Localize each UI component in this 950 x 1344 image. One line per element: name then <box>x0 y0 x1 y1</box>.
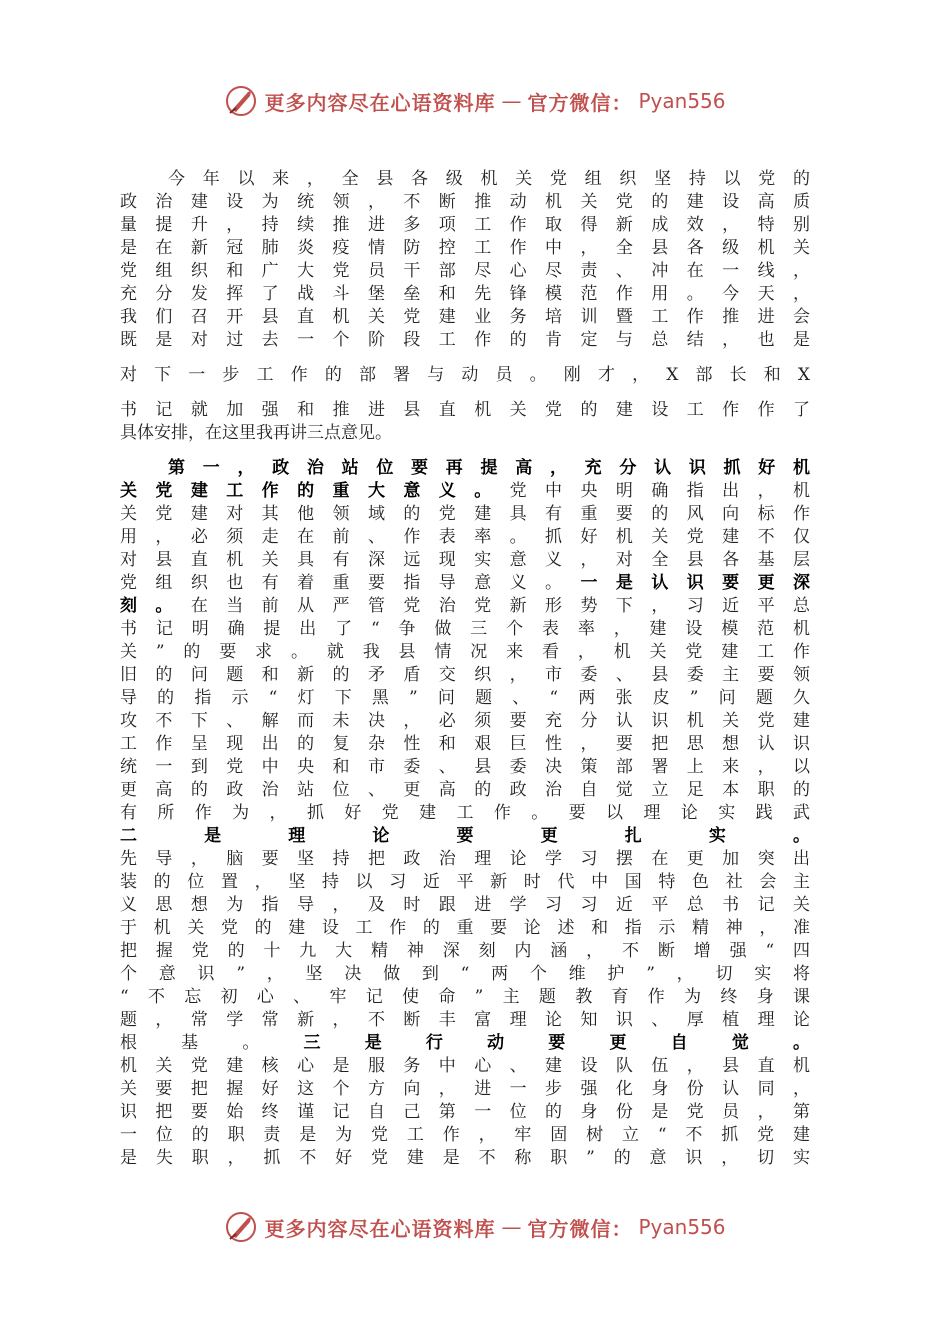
text-line: 党组织和广大党员干部尽心尽责、冲在一线， <box>120 261 810 281</box>
text-line: 是失职，抓不好党建是不称职”的意识，切实 <box>120 1148 810 1168</box>
text-line: “不忘初心、牢记使命”主题教育作为终身课 <box>120 987 810 1007</box>
text-line <box>120 595 810 618</box>
text-line: 对县直机关具有深远现实意义，对全县各基层 <box>120 550 810 570</box>
text-line <box>120 1032 810 1055</box>
text-line: 统一到党中央和市委、县委决策部署上来，以 <box>120 757 810 777</box>
text-line: 于机关党的建设工作的重要论述和指示精神，准 <box>120 918 810 938</box>
text-line: 用，必须走在前、作表率。抓好机关党建不仅 <box>120 527 810 547</box>
text-line <box>120 457 810 480</box>
text-line: 识把要始终谨记自己第一位的身份是党员，第 <box>120 1102 810 1122</box>
text-line: 义思想为指导，及时跟进学习习近平总书记关 <box>120 895 810 915</box>
text-line: 书记就加强和推进县直机关党的建设工作作了 <box>120 400 810 420</box>
text-line: 工作呈现出的复杂性和艰巨性，要把思想认识 <box>120 734 810 754</box>
footer-separator: — <box>501 1215 522 1239</box>
paragraph-2 <box>120 457 810 1170</box>
text-span: 在当前从严管党治党新形势下，习近平总 <box>190 596 811 616</box>
point-3-label: 三是行动要更自觉。 <box>303 1033 811 1053</box>
text-line: 政治建设为统领，不断推动机关党的建设高质 <box>120 192 810 212</box>
text-line: 既是对过去一个阶段工作的肯定与总结，也是 <box>120 330 810 350</box>
text-line: 对下一步工作的部署与动员。刚才，X部长和X <box>120 365 810 385</box>
point-1-label-cont: 刻。 <box>120 596 191 616</box>
footer-banner <box>0 1210 950 1244</box>
header-wechat-id: Pyan556 <box>638 89 726 113</box>
text-line: 是在新冠肺炎疫情防控工作中，全县各级机关 <box>120 238 810 258</box>
text-line: 装的位置，坚持以习近平新时代中国特色社会主 <box>120 872 810 892</box>
footer-wechat-id: Pyan556 <box>638 1215 726 1239</box>
text-line: 具体安排，在这里我再讲三点意见。 <box>120 423 392 443</box>
text-line: 关党建对其他领域的党建具有重要的风向标作 <box>120 504 810 524</box>
text-line: 先导，脑要坚持把政治理论学习摆在更加突出 <box>120 849 810 869</box>
text-line: 机关党建核心是服务中心、建设队伍，县直机 <box>120 1056 810 1076</box>
quill-pen-icon <box>224 1210 258 1244</box>
text-line: 量提升，持续推进多项工作取得新成效，特别 <box>120 215 810 235</box>
header-wechat-label: 官方微信： <box>527 90 633 115</box>
text-span: 根基。 <box>120 1033 304 1053</box>
text-line: 攻不下、解而未决，必须要充分认识机关党建 <box>120 711 810 731</box>
text-span: 有所作为，抓好党建工作。要以理论实践武 <box>120 803 810 823</box>
text-line <box>120 572 810 595</box>
text-line: 更高的政治站位、更高的政治自觉立足本职的 <box>120 780 810 800</box>
text-line <box>120 825 810 848</box>
text-line <box>120 480 810 503</box>
header-separator: — <box>501 89 522 113</box>
section-heading-cont: 关党建工作的重大意义。 <box>120 481 510 501</box>
point-1-label: 一是认识要更深 <box>580 573 811 593</box>
footer-text: 更多内容尽在心语资料库 <box>264 1216 496 1241</box>
text-span: 党中央明确指出，机 <box>509 481 811 501</box>
text-line: 关要把握好这个方向，进一步强化身份认同， <box>120 1079 810 1099</box>
text-span: 党组织也有着重要指导意义。 <box>120 573 581 593</box>
text-line: 关”的要求。就我县情况来看，机关党建工作 <box>120 642 810 662</box>
footer-wechat-label: 官方微信： <box>527 1216 633 1241</box>
text-line: 我们召开县直机关党建业务培训暨工作推进会 <box>120 307 810 327</box>
text-line: 导的指示“灯下黑”问题、“两张皮”问题久 <box>120 688 810 708</box>
section-heading: 第一，政治站位要再提高，充分认识抓好机 <box>168 458 810 478</box>
text-line: 把握党的十九大精神深刻内涵，不断增强“四 <box>120 941 810 961</box>
text-line: 今年以来，全县各级机关党组织坚持以党的 <box>168 169 810 189</box>
text-line: 题，常学常新，不断丰富理论知识、厚植理论 <box>120 1010 810 1030</box>
text-line: 个意识”，坚决做到“两个维护”，切实将 <box>120 964 810 984</box>
header-text: 更多内容尽在心语资料库 <box>264 90 496 115</box>
point-2-label: 二是理论要更扎实。 <box>120 826 810 846</box>
text-line: 一位的职责是为党工作，牢固树立“不抓党建 <box>120 1125 810 1145</box>
text-line <box>120 802 810 825</box>
text-line: 充分发挥了战斗堡垒和先锋模范作用。今天， <box>120 284 810 304</box>
quill-pen-icon <box>224 84 258 118</box>
text-line: 书记明确提出了“争做三个表率，建设模范机 <box>120 619 810 639</box>
text-line: 旧的问题和新的矛盾交织，市委、县委主要领 <box>120 665 810 685</box>
header-banner <box>0 84 950 118</box>
document-body <box>120 168 810 1170</box>
paragraph-1 <box>120 168 810 445</box>
